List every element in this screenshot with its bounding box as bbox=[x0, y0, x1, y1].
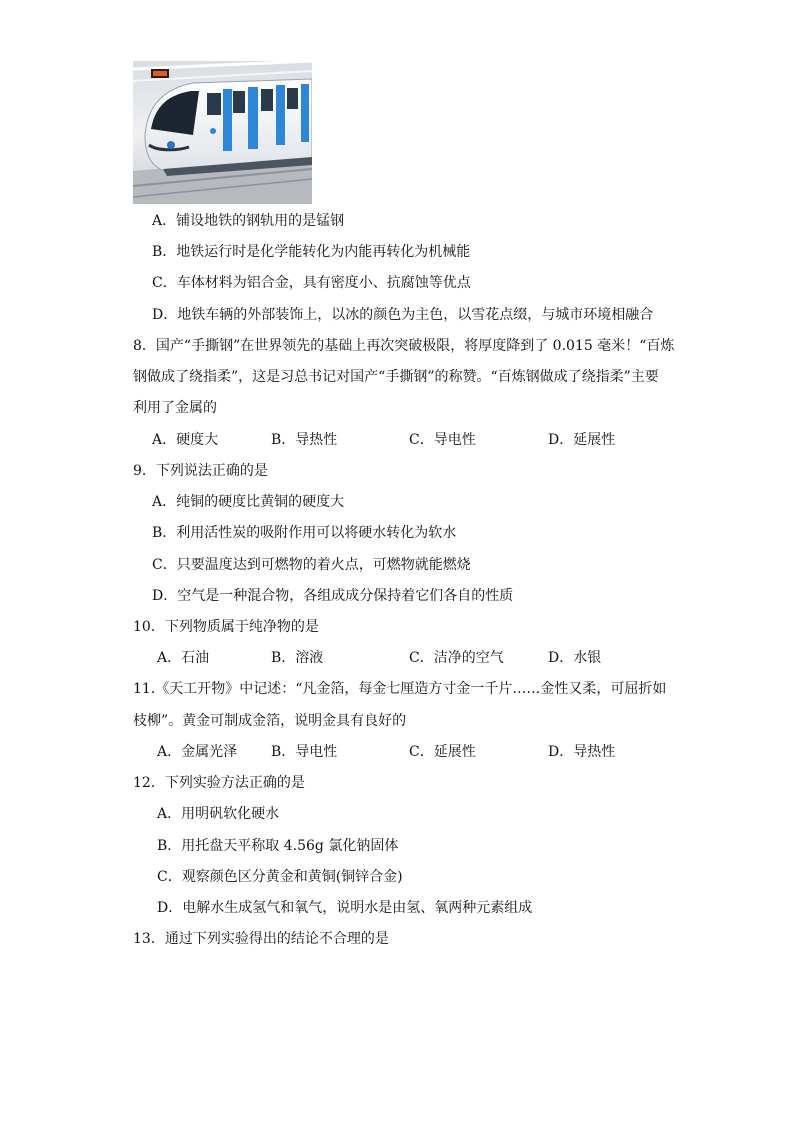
q12-stem: 12．下列实验方法正确的是 bbox=[133, 775, 305, 791]
q7-option-b: B．地铁运行时是化学能转化为内能再转化为机械能 bbox=[152, 244, 471, 260]
q10-option-d: D．水银 bbox=[548, 650, 602, 666]
q10-option-c: C．洁净的空气 bbox=[409, 650, 504, 666]
q11-option-a: A．金属光泽 bbox=[157, 744, 238, 760]
q8-stem-line-3: 利用了金属的 bbox=[133, 400, 217, 416]
q8-stem-line-2: 钢做成了绕指柔”，这是习总书记对国产“手撕钢”的称赞。“百炼钢做成了绕指柔”主要 bbox=[133, 369, 659, 385]
q9-stem: 9．下列说法正确的是 bbox=[133, 463, 268, 479]
q8-option-d: D．延展性 bbox=[548, 432, 616, 448]
q9-option-c: C．只要温度达到可燃物的着火点，可燃物就能燃烧 bbox=[152, 557, 471, 573]
q7-option-d: D．地铁车辆的外部装饰上，以冰的颜色为主色，以雪花点缀，与城市环境相融合 bbox=[152, 307, 654, 323]
subway-train-image bbox=[133, 61, 312, 204]
q8-option-c: C．导电性 bbox=[409, 432, 476, 448]
q11-stem-line-2: 枝柳”。黄金可制成金箔，说明金具有良好的 bbox=[133, 713, 407, 729]
q7-option-a: A．铺设地铁的钢轨用的是锰钢 bbox=[152, 213, 345, 229]
q10-option-b: B．溶液 bbox=[271, 650, 324, 666]
q8-stem-line-1: 8．国产“手撕钢”在世界领先的基础上再次突破极限，将厚度降到了 0.015 毫米！“百炼 bbox=[133, 338, 675, 354]
q8-option-b: B．导热性 bbox=[271, 432, 338, 448]
q10-option-a: A．石油 bbox=[157, 650, 210, 666]
q9-option-a: A．纯铜的硬度比黄铜的硬度大 bbox=[152, 494, 345, 510]
q9-option-b: B．利用活性炭的吸附作用可以将硬水转化为软水 bbox=[152, 525, 457, 541]
q12-option-a: A．用明矾软化硬水 bbox=[157, 806, 280, 822]
q13-stem: 13．通过下列实验得出的结论不合理的是 bbox=[133, 931, 389, 947]
q12-option-d: D．电解水生成氢气和氧气，说明水是由氢、氧两种元素组成 bbox=[157, 900, 533, 916]
q12-option-b: B．用托盘天平称取 4.56g 氯化钠固体 bbox=[157, 838, 399, 854]
q8-option-a: A．硬度大 bbox=[152, 432, 219, 448]
q11-stem-line-1: 11.《天工开物》中记述：“凡金箔，每金七厘造方寸金一千片……金性又柔，可屈折如 bbox=[133, 681, 667, 697]
q9-option-d: D．空气是一种混合物，各组成成分保持着它们各自的性质 bbox=[152, 588, 514, 604]
q10-stem: 10．下列物质属于纯净物的是 bbox=[133, 619, 319, 635]
q11-option-b: B．导电性 bbox=[271, 744, 338, 760]
q12-option-c: C．观察颜色区分黄金和黄铜(铜锌合金) bbox=[157, 869, 403, 885]
q7-option-c: C．车体材料为铝合金，具有密度小、抗腐蚀等优点 bbox=[152, 275, 471, 291]
q11-option-d: D．导热性 bbox=[548, 744, 616, 760]
q11-option-c: C．延展性 bbox=[409, 744, 476, 760]
